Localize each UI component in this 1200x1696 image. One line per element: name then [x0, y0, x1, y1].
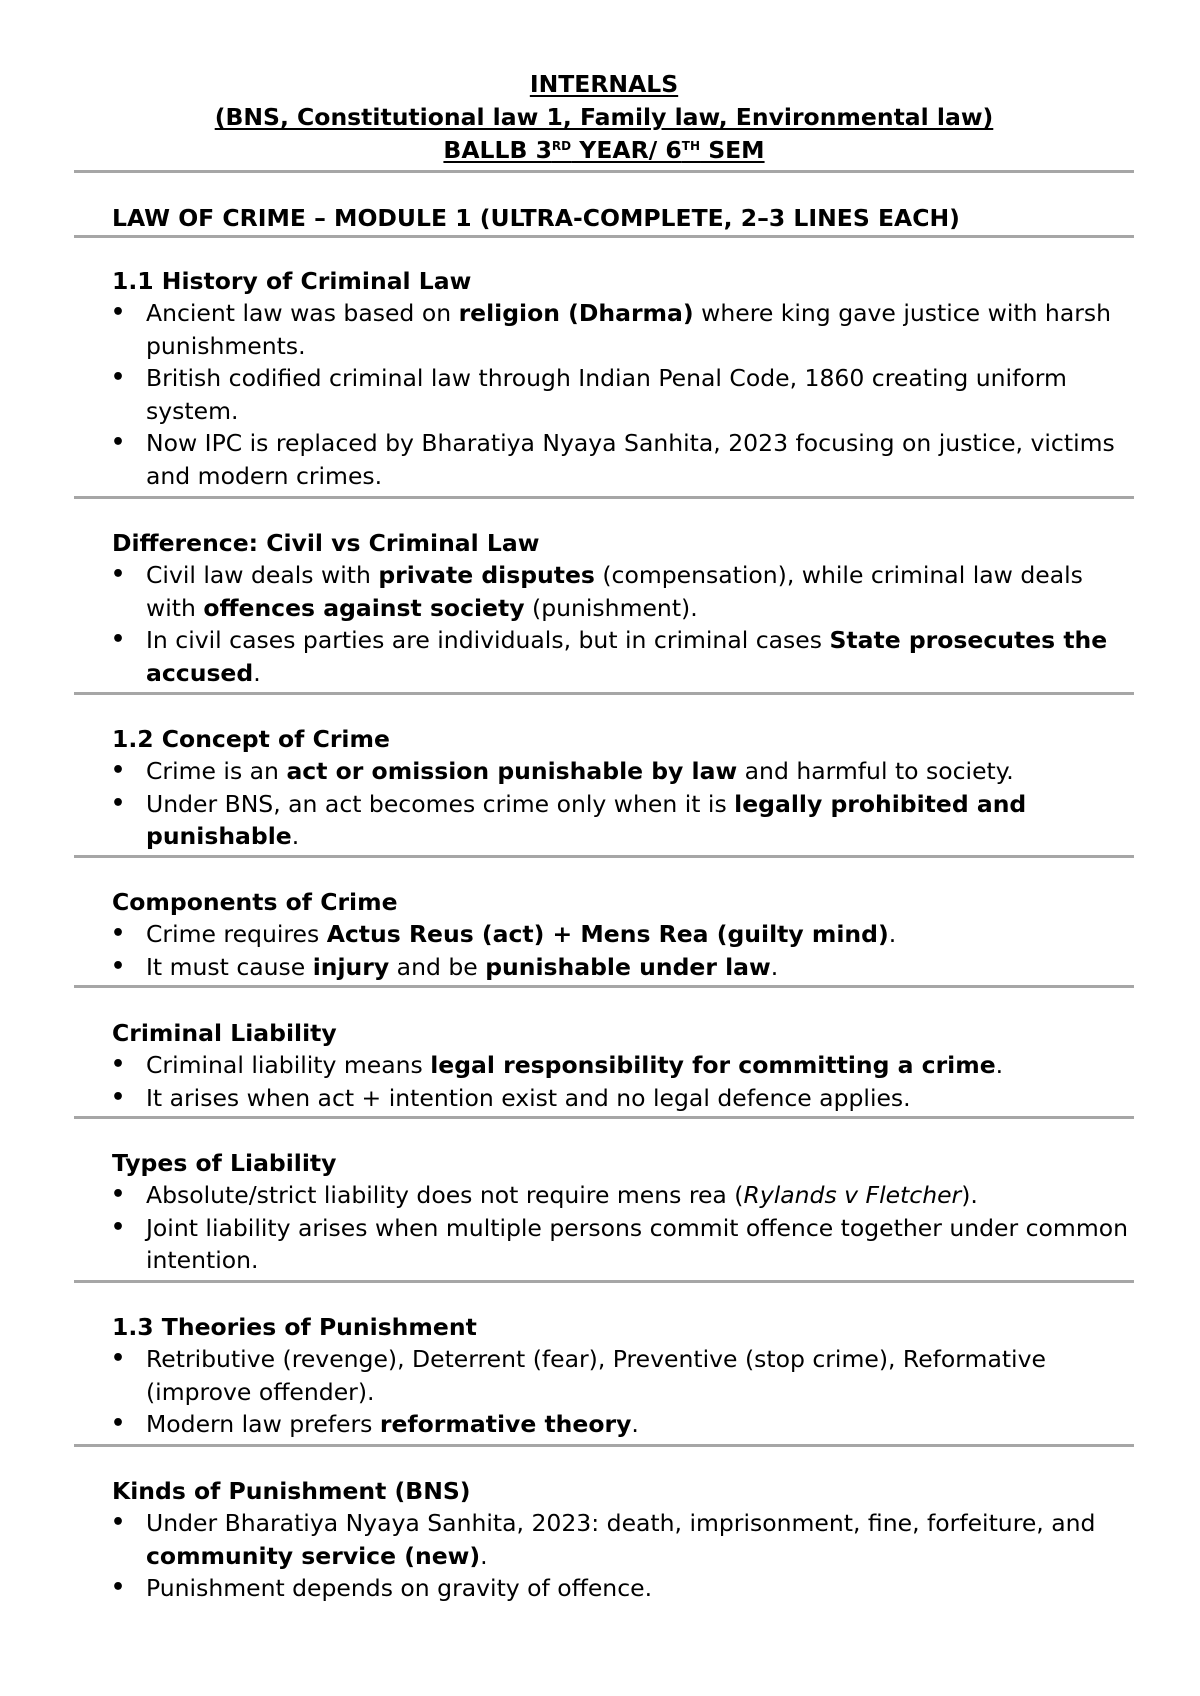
bullet-list [112, 297, 1132, 492]
module-title: LAW OF CRIME – MODULE 1 (ULTRA-COMPLETE, 2–3 LINES EACH) [112, 204, 960, 232]
bullet-marker: • [111, 790, 126, 816]
list-item [112, 1572, 1132, 1605]
bullet-list [112, 559, 1132, 689]
text-run: Absolute/strict liability does not require mens rea ( [146, 1181, 744, 1209]
bullet-marker: • [111, 1182, 126, 1207]
section-heading: Kinds of Punishment (BNS) [112, 1477, 471, 1505]
bold-text: State prosecutes the accused [146, 626, 1108, 687]
text-run: Now IPC is replaced by Bharatiya Nyaya Sanhita, 2023 focusing on justice, victims and modern crimes. [146, 429, 1115, 490]
text-run: Crime requires [146, 920, 327, 948]
bullet-marker: • [111, 1214, 126, 1240]
section [112, 1475, 1132, 1605]
bold-text: Actus Reus (act) + Mens Rea (guilty mind) [326, 920, 889, 948]
bullet-marker: • [111, 430, 126, 455]
list-item [112, 362, 1132, 427]
list-item [112, 918, 1132, 951]
list-item [112, 1507, 1132, 1572]
bold-text: legal responsibility for committing a crime [430, 1051, 996, 1079]
document-header [74, 68, 1134, 167]
section-heading: Difference: Civil vs Criminal Law [112, 529, 540, 557]
text-run: (punishment). [524, 593, 698, 622]
section-heading: 1.3 Theories of Punishment [112, 1313, 477, 1341]
list-item [112, 297, 1132, 362]
bullet-marker: • [111, 1510, 126, 1535]
text-run: where king gave justice with harsh punishments. [146, 299, 1112, 360]
text-run: . [888, 920, 897, 948]
divider [74, 235, 1134, 238]
bullet-list [112, 1343, 1132, 1441]
document-title: INTERNALS [529, 70, 679, 98]
text-run: Modern law prefers [146, 1410, 380, 1438]
bold-text: private disputes [378, 561, 595, 589]
text-run: and harmful to society. [737, 757, 1014, 785]
list-item [112, 427, 1132, 492]
text-run: . [291, 822, 300, 850]
text-run: It arises when act + intention exist and no legal defence applies. [146, 1083, 911, 1112]
section-heading: 1.1 History of Criminal Law [112, 267, 472, 295]
list-item [112, 755, 1132, 788]
bullet-list [112, 1179, 1132, 1277]
section [112, 886, 1132, 983]
text-run: Under BNS, an act becomes crime only when it is [146, 789, 735, 818]
text-run: It must cause [146, 952, 313, 981]
text-run: and be [389, 952, 486, 981]
bold-text: offences against society [203, 593, 525, 622]
bullet-list [112, 1049, 1132, 1114]
text-run: . [995, 1051, 1004, 1079]
text-run: (compensation), while criminal law deals with [146, 561, 1083, 622]
section-heading: Criminal Liability [112, 1019, 337, 1047]
list-item [112, 1212, 1132, 1277]
list-item [112, 559, 1132, 624]
text-run: Retributive (revenge), Deterrent (fear), Preventive (stop crime), Reformative (improve offender). [146, 1345, 1046, 1406]
section [112, 1147, 1132, 1277]
divider [74, 985, 1134, 988]
text-run: Punishment depends on gravity of offence. [146, 1574, 653, 1602]
text-run: In civil cases parties are individuals, but in criminal cases [146, 626, 830, 654]
divider [74, 1280, 1134, 1283]
list-item [112, 951, 1132, 984]
list-item [112, 624, 1132, 689]
text-run: British codified criminal law through Indian Penal Code, 1860 creating uniform system. [146, 364, 1067, 425]
list-item [112, 1408, 1132, 1441]
text-run: . [770, 952, 779, 981]
bullet-marker: • [111, 953, 126, 979]
bold-text: reformative theory [379, 1410, 632, 1438]
section-heading: 1.2 Concept of Crime [112, 725, 390, 753]
text-run: Crime is an [146, 757, 287, 785]
divider [74, 496, 1134, 499]
list-item [112, 1343, 1132, 1408]
list-item [112, 1082, 1132, 1115]
text-run: . [253, 658, 261, 687]
section-heading: Types of Liability [112, 1149, 337, 1177]
bold-text: community service (new) [146, 1541, 481, 1570]
text-run: . [631, 1410, 639, 1438]
bold-text: religion (Dharma) [458, 299, 694, 327]
bullet-list [112, 755, 1132, 853]
text-run: . [480, 1541, 488, 1570]
bullet-list [112, 1507, 1132, 1605]
bullet-marker: • [111, 921, 126, 946]
text-run: Joint liability arises when multiple persons commit offence together under common intention. [146, 1213, 1128, 1274]
bullet-marker: • [111, 1346, 126, 1371]
text-run: Civil law deals with [146, 561, 379, 589]
italic-text: Rylands v Fletcher [743, 1181, 962, 1209]
text-run: Under Bharatiya Nyaya Sanhita, 2023: death, imprisonment, fine, forfeiture, and [146, 1509, 1096, 1537]
text-run: Ancient law was based on [146, 299, 459, 327]
bullet-marker: • [111, 627, 126, 652]
bullet-marker: • [111, 562, 126, 587]
class-suffix: SEM [700, 136, 765, 164]
bold-text: punishable under law [485, 952, 771, 981]
divider [74, 1444, 1134, 1447]
text-run: Criminal liability means [146, 1051, 431, 1079]
bullet-marker: • [111, 365, 126, 390]
class-prefix: BALLB 3 [443, 136, 552, 164]
class-mid: YEAR/ 6 [571, 136, 682, 164]
class-line [74, 134, 1134, 167]
bold-text: injury [312, 952, 390, 981]
bold-text: legally prohibited and punishable [146, 789, 1027, 850]
divider [74, 170, 1134, 173]
divider [74, 855, 1134, 858]
list-item [112, 1049, 1132, 1082]
bullet-marker: • [111, 1411, 126, 1436]
bullet-marker: • [111, 758, 126, 783]
section [112, 1017, 1132, 1114]
text-run: ). [961, 1181, 978, 1209]
section [112, 527, 1132, 689]
bold-text: act or omission punishable by law [286, 757, 738, 785]
bullet-marker: • [111, 1052, 126, 1077]
class-sup-rd: RD [551, 139, 572, 153]
bullet-list [112, 918, 1132, 983]
subjects-line: (BNS, Constitutional law 1, Family law, Environmental law) [214, 103, 994, 131]
section [112, 1311, 1132, 1441]
bullet-marker: • [111, 1084, 126, 1110]
section [112, 265, 1132, 492]
class-sup-th: TH [681, 139, 701, 153]
divider [74, 1116, 1134, 1119]
section [112, 723, 1132, 853]
divider [74, 692, 1134, 695]
bullet-marker: • [111, 300, 126, 325]
list-item [112, 1179, 1132, 1212]
section-heading: Components of Crime [112, 888, 398, 916]
bullet-marker: • [111, 1575, 126, 1600]
list-item [112, 788, 1132, 853]
